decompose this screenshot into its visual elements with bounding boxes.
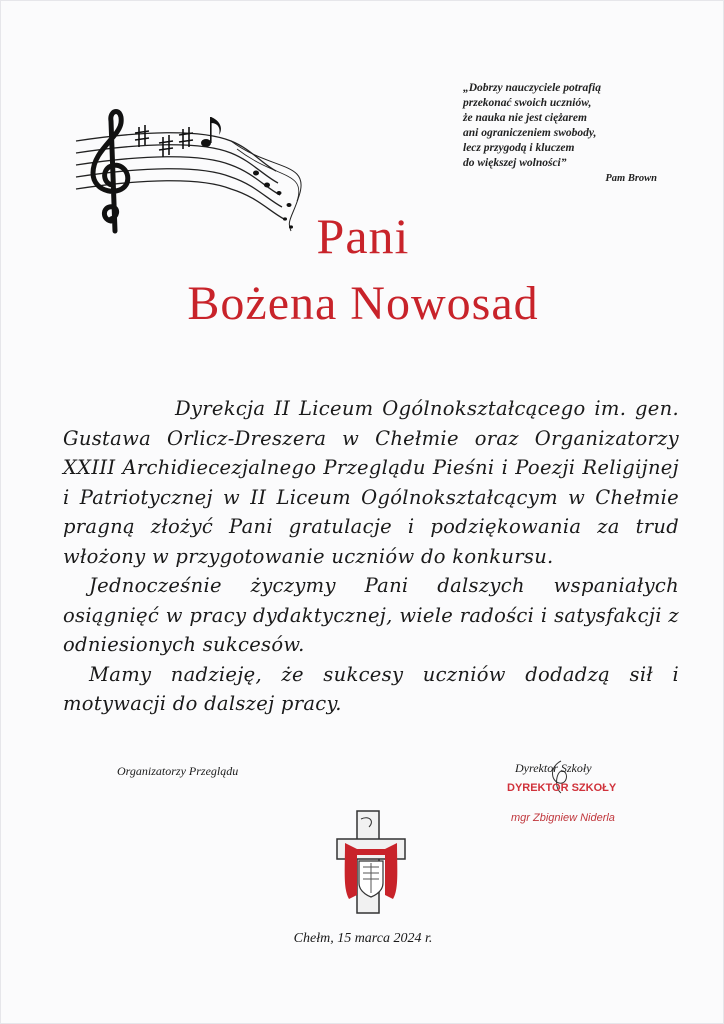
quote-author: Pam Brown — [605, 173, 657, 184]
quote-line: do większej wolności” — [463, 157, 567, 169]
director-signature-block — [507, 761, 665, 824]
body-paragraph: Mamy nadzieję, że sukcesy uczniów dodadzą sił i motywacji do dalszej pracy. — [63, 662, 679, 715]
organizers-label: Organizatorzy Przeglądu — [117, 764, 239, 778]
quote-line: ani ograniczeniem swobody, — [463, 127, 597, 139]
quote-line: lecz przygodą i kluczem — [463, 142, 575, 154]
letter-body — [63, 394, 679, 719]
school-emblem-icon — [335, 809, 407, 915]
quote-line: „Dobrzy nauczyciele potrafią — [463, 82, 601, 94]
director-name: mgr Zbigniew Niderla — [511, 812, 615, 824]
body-paragraph: Dyrekcja II Liceum Ogólnokształcącego im. gen. Gustawa Orlicz-Dreszera w Chełmie oraz Organizatorzy XXIII Archidiecezjalnego Przeglądu Pieśni i Poezji Religijnej i Patriotycznej w II Liceum Ogólnokształcącym w Chełmie pragną złożyć Pani gratulacje i podziękowania za trud włożony w przygotowanie uczniów do konkursu. — [63, 397, 679, 568]
recipient-name: Bożena Nowosad — [187, 277, 539, 330]
director-label: Dyrektor Szkoły — [515, 761, 592, 775]
quote-line: że nauka nie jest ciężarem — [463, 112, 587, 124]
date-place: Chełm, 15 marca 2024 r. — [293, 931, 433, 946]
quote-block — [463, 81, 673, 186]
director-stamp: DYREKTOR SZKOŁY — [507, 782, 617, 794]
quote-line: przekonać swoich uczniów, — [463, 97, 592, 109]
recipient-salutation: Pani — [316, 208, 410, 264]
body-paragraph: Jednocześnie życzymy Pani dalszych wspaniałych osiągnięć w pracy dydaktycznej, wiele radości i satysfakcji z odniesionych sukcesów. — [63, 574, 679, 656]
